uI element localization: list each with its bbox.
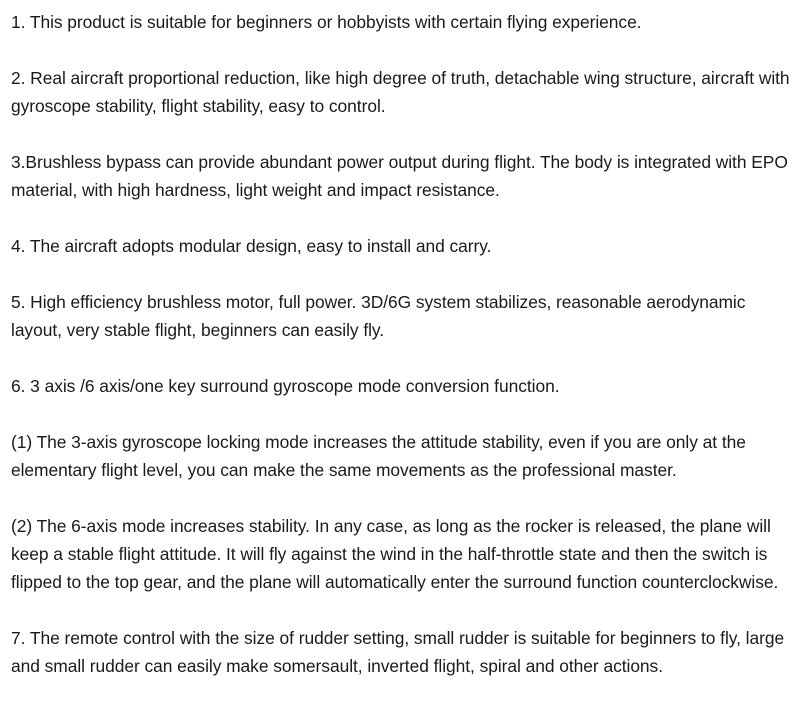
feature-paragraph-1: 1. This product is suitable for beginners or hobbyists with certain flying experience. bbox=[11, 12, 642, 32]
feature-paragraph-2: 2. Real aircraft proportional reduction, like high degree of truth, detachable wing structure, aircraft with gyroscope stability, flight stability, easy to control. bbox=[11, 68, 790, 116]
feature-paragraph-6: 6. 3 axis /6 axis/one key surround gyroscope mode conversion function. bbox=[11, 376, 560, 396]
feature-paragraph-7: 7. The remote control with the size of rudder setting, small rudder is suitable for beginners to fly, large and small rudder can easily make somersault, inverted flight, spiral and other actions. bbox=[11, 628, 785, 676]
feature-paragraph-5: 5. High efficiency brushless motor, full power. 3D/6G system stabilizes, reasonable aerodynamic layout, very stable flight, beginners can easily fly. bbox=[11, 292, 746, 340]
feature-paragraph-4: 4. The aircraft adopts modular design, easy to install and carry. bbox=[11, 236, 492, 256]
feature-subparagraph-1: (1) The 3-axis gyroscope locking mode increases the attitude stability, even if you are only at the elementary flight level, you can make the same movements as the professional master. bbox=[11, 432, 746, 480]
feature-paragraph-3: 3.Brushless bypass can provide abundant power output during flight. The body is integrated with EPO material, with high hardness, light weight and impact resistance. bbox=[11, 152, 788, 200]
feature-subparagraph-2: (2) The 6-axis mode increases stability. In any case, as long as the rocker is released, the plane will keep a stable flight attitude. It will fly against the wind in the half-throttle state and then the switch is flipped to the top gear, and the plane will automatically enter the surround function counterclockwise. bbox=[11, 516, 779, 592]
